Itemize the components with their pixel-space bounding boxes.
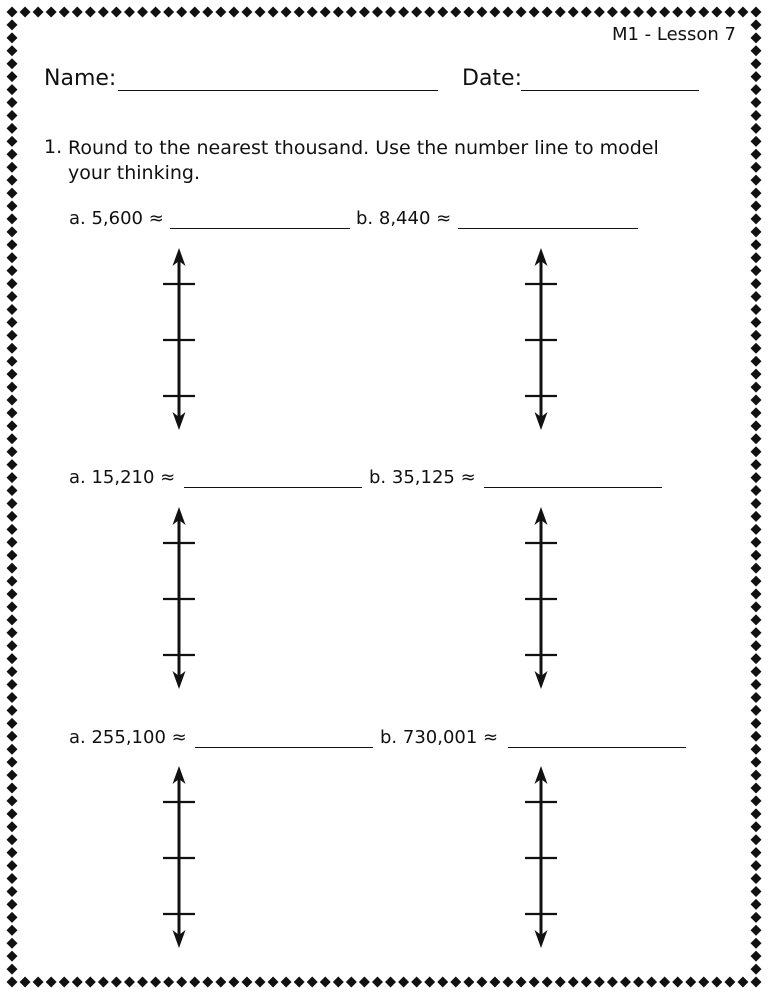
- number-line-1b[interactable]: [521, 246, 561, 432]
- name-label: Name:: [44, 66, 117, 91]
- problem-1a-label: a. 5,600 ≈: [69, 208, 164, 229]
- problem-2a-label: a. 15,210 ≈: [69, 467, 176, 488]
- problem-2b-blank[interactable]: [484, 487, 662, 488]
- problem-2b-label: b. 35,125 ≈: [369, 467, 476, 488]
- number-line-1a[interactable]: [159, 246, 199, 432]
- name-blank[interactable]: [118, 90, 438, 91]
- number-line-3a[interactable]: [159, 764, 199, 950]
- problem-3a-label: a. 255,100 ≈: [69, 727, 187, 748]
- number-line-3b[interactable]: [521, 764, 561, 950]
- problem-3a-blank[interactable]: [195, 747, 373, 748]
- problem-3b-blank[interactable]: [508, 747, 686, 748]
- date-label: Date:: [462, 66, 522, 91]
- problem-1b-blank[interactable]: [458, 228, 638, 229]
- lesson-label: M1 - Lesson 7: [611, 24, 736, 45]
- date-blank[interactable]: [521, 90, 699, 91]
- number-line-2a[interactable]: [159, 505, 199, 691]
- number-line-2b[interactable]: [521, 505, 561, 691]
- problem-1b-label: b. 8,440 ≈: [356, 208, 452, 229]
- problem-1a-blank[interactable]: [170, 228, 350, 229]
- question-number: 1.: [44, 136, 63, 158]
- problem-2a-blank[interactable]: [184, 487, 362, 488]
- question-text: Round to the nearest thousand. Use the number line to model your thinking.: [68, 137, 659, 184]
- problem-3b-label: b. 730,001 ≈: [380, 727, 499, 748]
